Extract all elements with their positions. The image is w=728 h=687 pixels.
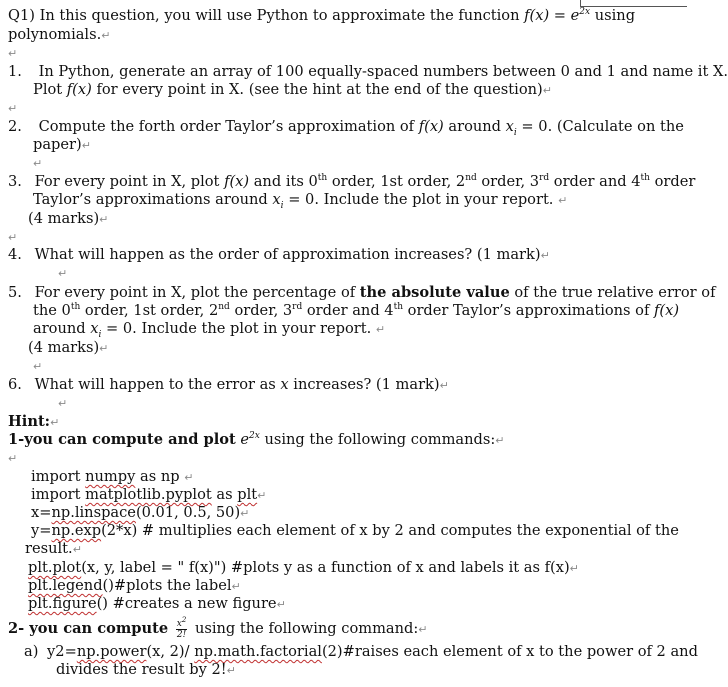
function-expression: $f(x) = e^{2x}$ (524, 7, 591, 24)
item-2-line-2: paper)↵ (33, 136, 91, 153)
paragraph-mark: ↵ (101, 29, 111, 42)
blank-line: ↵ (33, 157, 43, 170)
hint-2a-line-2: divides the result by 2!↵ (56, 661, 236, 678)
blank-line: ↵ (8, 231, 18, 244)
hint-1-line: 1-you can compute and plot $e^{2x}$ using the following commands:↵ (8, 431, 505, 448)
question-text: In this question, you will use Python to approximate the function (39, 7, 520, 24)
item-3-line-1: 3. For every point in X, plot f(x) and its 0th order, 1st order, 2nd order, 3rd order and 4th order (8, 173, 696, 190)
code-line-4b: result.↵ (25, 540, 82, 557)
blank-line: ↵ (58, 267, 68, 280)
question-title-line (8, 7, 635, 25)
code-line-6: plt.legend()#plots the label↵ (28, 577, 241, 594)
item-4-line: 4. What will happen as the order of approximation increases? (1 mark)↵ (8, 246, 550, 263)
item-3-line-2: Taylor’s approximations around $x_i = 0$. Include the plot in your report. ↵ (33, 191, 568, 211)
item-6-line: 6. What will happen to the error as x increases? (1 mark)↵ (8, 376, 449, 393)
code-line-4: y=np.exp(2*x) # multiplies each element of x by 2 and computes the exponential of the (31, 522, 679, 539)
item-5-marks: (4 marks)↵ (28, 339, 109, 356)
code-line-7: plt.figure() #creates a new figure↵ (28, 595, 286, 612)
item-2-line-1: 2. Compute the forth order Taylor’s approximation of f(x) around $x_i = 0$. (Calculate on the (8, 118, 684, 138)
item-5-line-1: 5. For every point in X, plot the percentage of the absolute value of the true relative error of (8, 284, 716, 301)
code-line-2: import matplotlib.pyplot as plt↵ (31, 486, 267, 503)
blank-line (8, 44, 17, 63)
blank-line: ↵ (8, 102, 18, 115)
item-3-marks: (4 marks)↵ (28, 210, 109, 227)
hint-2a-line-1: a) y2=np.power(x, 2)/ np.math.factorial(2)#raises each element of x to the power of 2 and (24, 643, 698, 660)
question-title-line-2: polynomials.↵ (8, 26, 111, 43)
item-1-line-1: 1. In Python, generate an array of 100 equally-spaced numbers between 0 and 1 and name it X. (8, 63, 728, 80)
question-text-end: using (594, 7, 636, 24)
item-5-line-2: the 0th order, 1st order, 2nd order, 3rd order and 4th order Taylor’s approximations of f(x) (33, 302, 680, 319)
item-5-line-3: around $x_i = 0$. Include the plot in your report. ↵ (33, 320, 386, 340)
code-line-1: import numpy as np ↵ (31, 468, 194, 485)
code-line-5: plt.plot(x, y, label = " f(x)") #plots y as a function of x and labels it as f(x)↵ (28, 559, 579, 576)
hint-title: Hint:↵ (8, 413, 60, 430)
blank-line: ↵ (8, 452, 18, 465)
hint-2-line: 2- you can compute $\frac{x^2}{2!}$ using the following command:↵ (8, 615, 428, 640)
code-line-3: x=np.linspace(0.01, 0.5, 50)↵ (31, 504, 250, 521)
paragraph-mark: ↵ (8, 47, 18, 60)
blank-line: ↵ (33, 360, 43, 373)
item-1-line-2: Plot f(x) for every point in X. (see the hint at the end of the question)↵ (33, 81, 552, 98)
item-number: 1. (8, 63, 22, 80)
blank-line: ↵ (58, 397, 68, 410)
fraction: $\frac{x^2}{2!}$ (176, 615, 187, 640)
page-corner-decoration (580, 0, 687, 7)
question-label: Q1) (8, 7, 35, 24)
